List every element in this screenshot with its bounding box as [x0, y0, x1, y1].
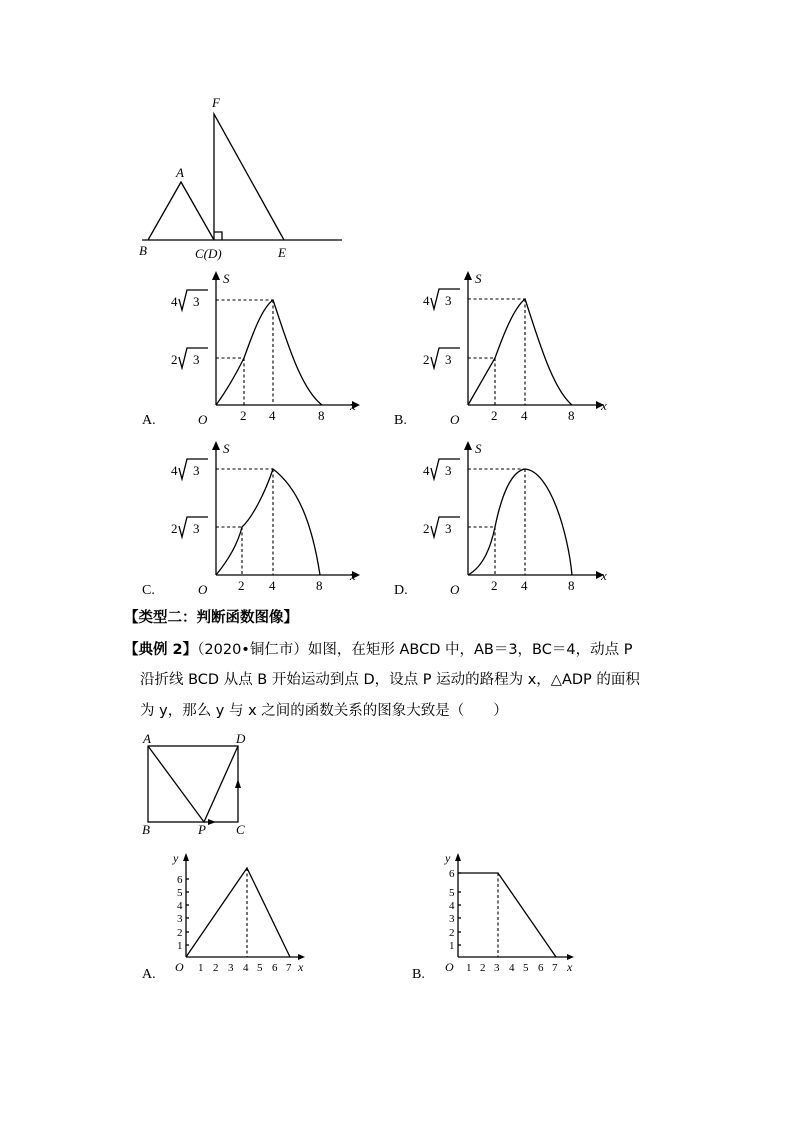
- y-label-2: 2: [171, 352, 178, 367]
- y-tick-6: 6: [449, 868, 455, 880]
- x-tick-3: 3: [228, 962, 234, 974]
- y-label-sqrt3-top: 3: [445, 293, 452, 308]
- y-tick-4: 4: [177, 900, 183, 912]
- x-tick-2: 2: [238, 578, 245, 593]
- axis-x-label: x: [298, 960, 304, 974]
- axis-x-label: x: [350, 398, 356, 413]
- example-line-3: 为 y，那么 y 与 x 之间的函数关系的图象大致是（ ）: [140, 703, 508, 719]
- y-label-2: 2: [171, 521, 178, 536]
- x-tick-8: 8: [316, 578, 323, 593]
- option-a-label: A.: [142, 413, 156, 428]
- x-tick-4: 4: [269, 408, 276, 423]
- y-tick-2: 2: [449, 927, 455, 939]
- y-label-4: 4: [171, 294, 178, 309]
- x-tick-3: 3: [494, 962, 500, 974]
- origin-label: O: [175, 960, 184, 974]
- y-tick-5: 5: [177, 887, 183, 899]
- option-d-label: D.: [394, 583, 408, 598]
- x-tick-4: 4: [521, 408, 528, 423]
- y-label-sqrt3-mid: 3: [193, 352, 200, 367]
- label-p: P: [198, 822, 206, 837]
- x-tick-7: 7: [552, 962, 558, 974]
- axis-s-label: S: [475, 441, 482, 456]
- y-tick-5: 5: [449, 887, 455, 899]
- x-tick-1: 1: [466, 962, 472, 974]
- y-label-4: 4: [423, 463, 430, 478]
- x-tick-4: 4: [509, 962, 515, 974]
- x-tick-8: 8: [568, 578, 575, 593]
- y-tick-1: 1: [449, 940, 455, 952]
- example-line-1: [124, 640, 632, 660]
- label-cd: C(D): [195, 246, 222, 261]
- x-tick-4: 4: [243, 962, 249, 974]
- label-b: B: [142, 822, 150, 837]
- x-tick-2: 2: [491, 578, 498, 593]
- graph-option-b: [392, 268, 622, 433]
- example-text-1: （2020•铜仁市）如图，在矩形 ABCD 中，AB＝3，BC＝4，动点 P: [197, 642, 633, 658]
- y-label-4: 4: [171, 463, 178, 478]
- label-c: C: [236, 822, 245, 837]
- graph-option-c: [140, 438, 370, 603]
- graph-bottom-option-b: [410, 848, 590, 980]
- graph-bottom-option-a: [138, 848, 318, 980]
- x-tick-4: 4: [521, 578, 528, 593]
- axis-y-label: y: [445, 851, 451, 865]
- x-tick-2: 2: [240, 408, 247, 423]
- triangle-figure: [130, 90, 360, 270]
- axis-x-label: x: [601, 398, 607, 413]
- label-d: D: [236, 731, 246, 746]
- x-tick-6: 6: [272, 962, 278, 974]
- axis-x-label: x: [601, 568, 607, 583]
- y-tick-1: 1: [177, 940, 183, 952]
- x-tick-2: 2: [480, 962, 486, 974]
- y-label-sqrt3-mid: 3: [445, 521, 452, 536]
- label-e: E: [278, 245, 286, 260]
- x-tick-4: 4: [269, 578, 276, 593]
- x-tick-5: 5: [257, 962, 263, 974]
- graph-option-a: [140, 268, 370, 433]
- x-tick-8: 8: [568, 408, 575, 423]
- x-tick-2: 2: [213, 962, 219, 974]
- axis-x-label: x: [567, 960, 573, 974]
- option-b-label: B.: [412, 967, 425, 982]
- y-label-4: 4: [423, 293, 430, 308]
- example-line-2: 沿折线 BCD 从点 B 开始运动到点 D，设点 P 运动的路程为 x，△ADP 的面积: [140, 672, 640, 688]
- label-b: B: [139, 243, 147, 258]
- y-tick-4: 4: [449, 900, 455, 912]
- origin-label: O: [198, 412, 208, 427]
- y-label-sqrt3-top: 3: [193, 463, 200, 478]
- origin-label: O: [450, 582, 460, 597]
- y-label-sqrt3-mid: 3: [193, 521, 200, 536]
- graph-option-d: [392, 438, 622, 603]
- y-label-sqrt3-mid: 3: [445, 352, 452, 367]
- y-tick-3: 3: [177, 913, 183, 925]
- x-tick-2: 2: [491, 408, 498, 423]
- y-label-2: 2: [423, 352, 430, 367]
- y-label-sqrt3-top: 3: [193, 294, 200, 309]
- option-a-label: A.: [142, 967, 156, 982]
- label-f: F: [212, 95, 220, 110]
- label-a: A: [176, 165, 184, 180]
- option-c-label: C.: [142, 583, 155, 598]
- origin-label: O: [450, 412, 460, 427]
- axis-y-label: y: [173, 851, 179, 865]
- option-b-label: B.: [394, 413, 407, 428]
- label-a: A: [143, 731, 151, 746]
- y-tick-3: 3: [449, 913, 455, 925]
- origin-label: O: [445, 960, 454, 974]
- x-tick-7: 7: [286, 962, 292, 974]
- origin-label: O: [198, 582, 208, 597]
- y-label-sqrt3-top: 3: [445, 463, 452, 478]
- example-tag: 【典例 2】: [124, 642, 198, 658]
- axis-s-label: S: [223, 271, 230, 286]
- y-tick-2: 2: [177, 927, 183, 939]
- x-tick-8: 8: [318, 408, 325, 423]
- y-tick-6: 6: [177, 874, 183, 886]
- axis-x-label: x: [350, 568, 356, 583]
- x-tick-6: 6: [538, 962, 544, 974]
- axis-s-label: S: [223, 441, 230, 456]
- rectangle-figure: [138, 730, 258, 840]
- y-label-2: 2: [423, 521, 430, 536]
- x-tick-5: 5: [523, 962, 529, 974]
- x-tick-1: 1: [198, 962, 204, 974]
- axis-s-label: S: [475, 271, 482, 286]
- section-heading: 【类型二：判断函数图像】: [124, 610, 298, 626]
